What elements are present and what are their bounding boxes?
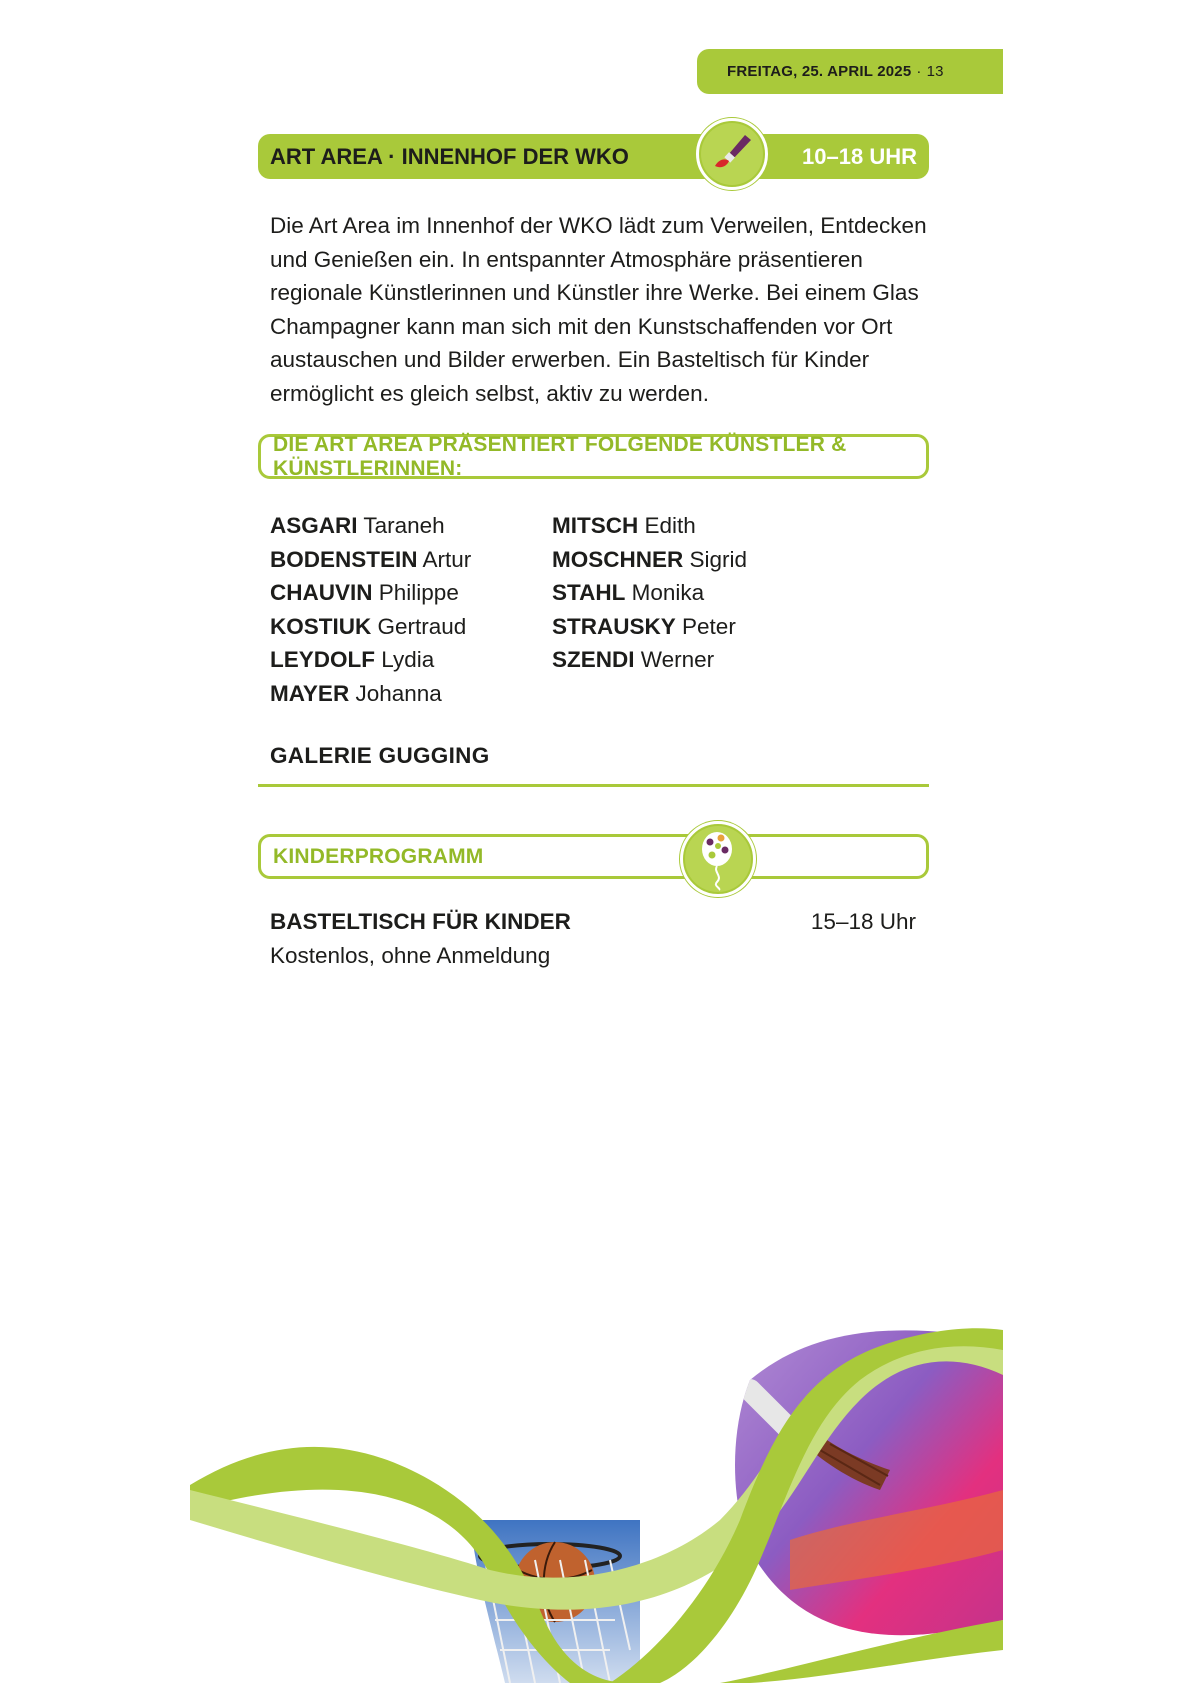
artist-first-name: Johanna <box>355 680 442 706</box>
artist-last-name: STRAUSKY <box>552 613 676 639</box>
artists-column-2 <box>552 509 747 677</box>
artist-first-name: Artur <box>422 546 472 572</box>
artist-first-name: Taraneh <box>363 513 445 538</box>
page-number: 13 <box>926 63 944 80</box>
artist-first-name: Peter <box>682 613 736 639</box>
header-separator: · <box>916 63 922 80</box>
artist-last-name: BODENSTEIN <box>270 546 418 572</box>
artist-row <box>270 677 471 711</box>
artist-row <box>270 543 471 577</box>
section-divider <box>258 784 929 787</box>
artists-column-1 <box>270 509 471 710</box>
artist-first-name: Philippe <box>378 580 459 605</box>
art-area-header <box>258 134 929 179</box>
artist-last-name: ASGARI <box>270 513 358 538</box>
artist-last-name: KOSTIUK <box>270 613 372 639</box>
kinderprogramm-title: KINDERPROGRAMM <box>273 844 484 868</box>
galerie-label: GALERIE GUGGING <box>270 743 490 768</box>
artist-first-name: Edith <box>644 513 696 538</box>
artist-row <box>552 543 747 577</box>
paintbrush-icon <box>696 118 768 190</box>
artist-last-name: SZENDI <box>552 647 635 672</box>
artist-row <box>270 643 471 677</box>
artist-last-name: MAYER <box>270 680 350 706</box>
artist-row <box>552 576 747 610</box>
artist-first-name: Werner <box>640 647 715 672</box>
artist-first-name: Sigrid <box>689 546 748 572</box>
artist-row <box>270 610 471 644</box>
artist-first-name: Monika <box>631 580 705 605</box>
kids-item-subtitle: Kostenlos, ohne Anmeldung <box>270 943 551 968</box>
artists-header <box>258 434 929 479</box>
artist-last-name: LEYDOLF <box>270 647 375 672</box>
artist-row <box>552 610 747 644</box>
artist-row <box>270 576 471 610</box>
artist-row <box>552 509 747 543</box>
kids-item-time: 15–18 Uhr <box>810 909 916 934</box>
artist-first-name: Lydia <box>381 647 435 672</box>
kids-item-title: BASTELTISCH FÜR KINDER <box>270 909 571 934</box>
decorative-wave-image <box>190 1320 1003 1683</box>
artist-last-name: CHAUVIN <box>270 580 373 605</box>
artist-last-name: MOSCHNER <box>552 546 684 572</box>
kinderprogramm-header <box>258 834 929 879</box>
artist-row <box>270 509 471 543</box>
art-area-intro: Die Art Area im Innenhof der WKO lädt zum Verweilen, Entdecken und Genießen ein. In entspannter Atmosphäre präsentieren regionale Künstlerinnen und Künstler ihre Werke. Bei einem Glas Champagner kann man sich mit den Kunstschaffenden vor Ort austauschen und Bilder erwerben. Ein Basteltisch für Kinder ermöglicht es gleich selbst, aktiv zu werden. <box>270 213 927 406</box>
page-header-tab <box>697 49 1003 94</box>
balloon-icon <box>680 821 756 897</box>
header-date: FREITAG, 25. APRIL 2025 <box>727 63 912 80</box>
artist-row <box>552 643 747 677</box>
artist-last-name: STAHL <box>552 580 626 605</box>
artist-first-name: Gertraud <box>377 613 467 639</box>
art-area-time: 10–18 UHR <box>802 143 917 169</box>
artist-last-name: MITSCH <box>552 513 639 538</box>
art-area-title: ART AREA · INNENHOF DER WKO <box>270 143 629 169</box>
artists-title: DIE ART AREA PRÄSENTIERT FOLGENDE KÜNSTLER & KÜNSTLERINNEN: <box>273 432 847 480</box>
